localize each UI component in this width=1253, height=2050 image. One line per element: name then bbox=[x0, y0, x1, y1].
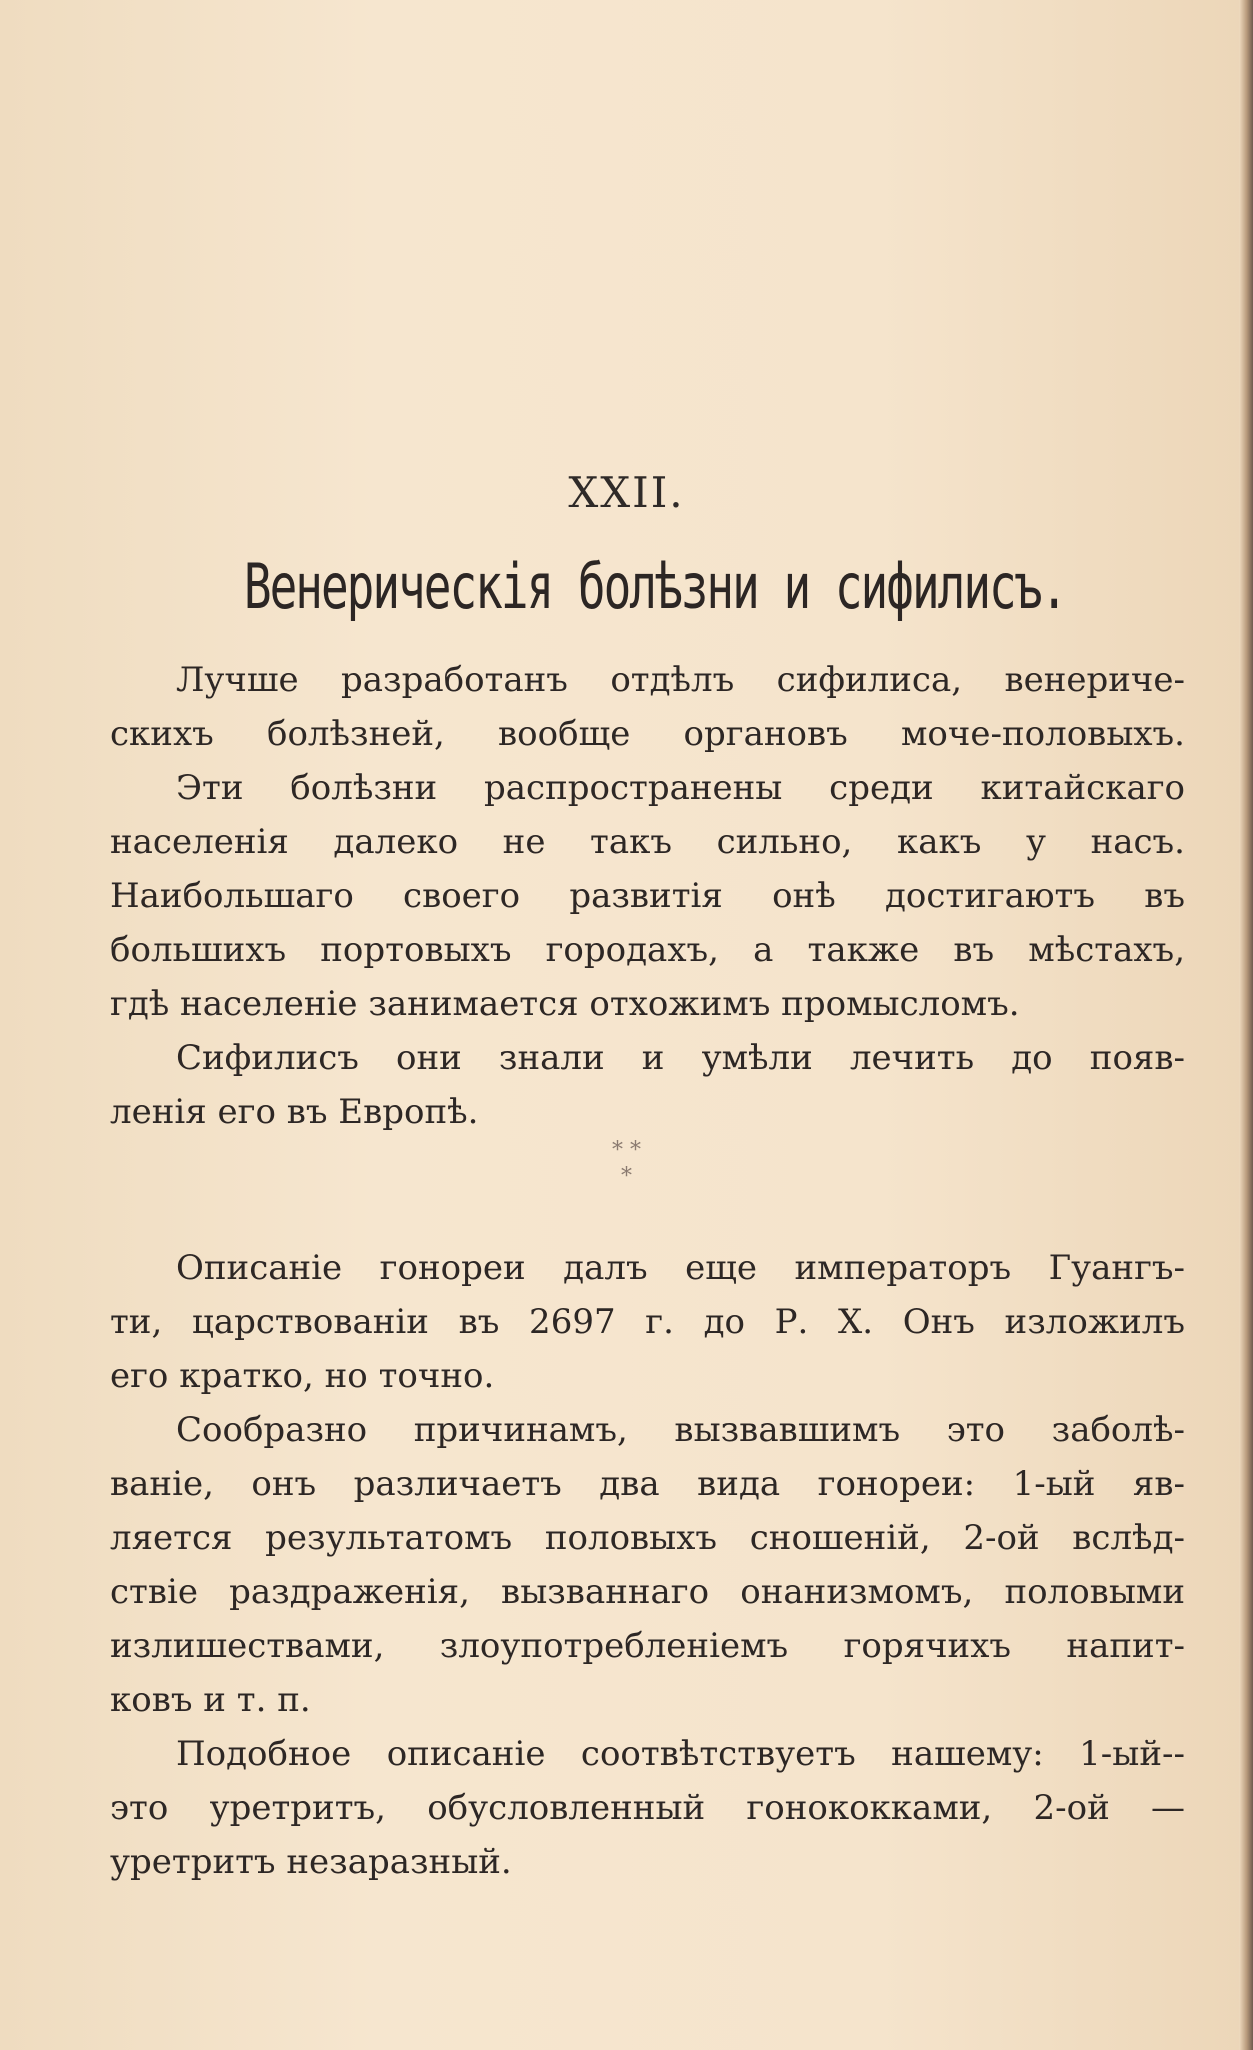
paragraph-line: Наибольшаго своего развитія онѣ достигаютъ въ bbox=[110, 876, 1185, 916]
chapter-title: Венерическія болѣзни и сифилисъ. bbox=[243, 550, 1067, 623]
paragraph-line: гдѣ населеніе занимается отхожимъ промысломъ. bbox=[110, 984, 1020, 1024]
chapter-number: XXII. bbox=[568, 468, 685, 517]
paragraph-line: это уретритъ, обусловленный гонококками, 2-ой — bbox=[110, 1788, 1185, 1828]
paragraph-line: его кратко, но точно. bbox=[110, 1356, 495, 1396]
paragraph-line: ленія его въ Европѣ. bbox=[110, 1092, 479, 1132]
paragraph-line: Лучше разработанъ отдѣлъ сифилиса, венериче- bbox=[176, 660, 1185, 700]
paragraph-line: Описаніе гонореи далъ еще императоръ Гуангъ- bbox=[176, 1248, 1185, 1288]
page-edge-shadow bbox=[1239, 0, 1253, 2050]
paragraph-line: скихъ болѣзней, вообще органовъ моче-половыхъ. bbox=[110, 714, 1185, 754]
paragraph-line: ковъ и т. п. bbox=[110, 1680, 311, 1720]
paragraph-line: населенія далеко не такъ сильно, какъ у насъ. bbox=[110, 822, 1185, 862]
paragraph-line: большихъ портовыхъ городахъ, а также въ мѣстахъ, bbox=[110, 930, 1185, 970]
paragraph-line: Подобное описаніе соотвѣтствуетъ нашему: 1-ый-- bbox=[176, 1734, 1185, 1774]
paragraph-line: Эти болѣзни распространены среди китайскаго bbox=[176, 768, 1185, 808]
paragraph-line: Сообразно причинамъ, вызвавшимъ это заболѣ- bbox=[176, 1410, 1185, 1450]
paragraph-line: ляется результатомъ половыхъ сношеній, 2-ой вслѣд- bbox=[110, 1518, 1185, 1558]
paragraph-line: ствіе раздраженія, вызваннаго онанизмомъ, половыми bbox=[110, 1572, 1185, 1612]
paragraph-line: уретритъ незаразный. bbox=[110, 1842, 512, 1882]
paragraph-line: Сифилисъ они знали и умѣли лечить до появ- bbox=[176, 1038, 1185, 1078]
separator-star-bottom: * bbox=[621, 1164, 632, 1189]
paragraph-line: ваніе, онъ различаетъ два вида гонореи: 1-ый яв- bbox=[110, 1464, 1185, 1504]
separator-stars-top: * * bbox=[612, 1138, 641, 1163]
paragraph-line: излишествами, злоупотребленіемъ горячихъ напит- bbox=[110, 1626, 1185, 1666]
section-separator bbox=[0, 1138, 1253, 1190]
paragraph-line: ти, царствованіи въ 2697 г. до Р. Х. Онъ изложилъ bbox=[110, 1302, 1185, 1342]
